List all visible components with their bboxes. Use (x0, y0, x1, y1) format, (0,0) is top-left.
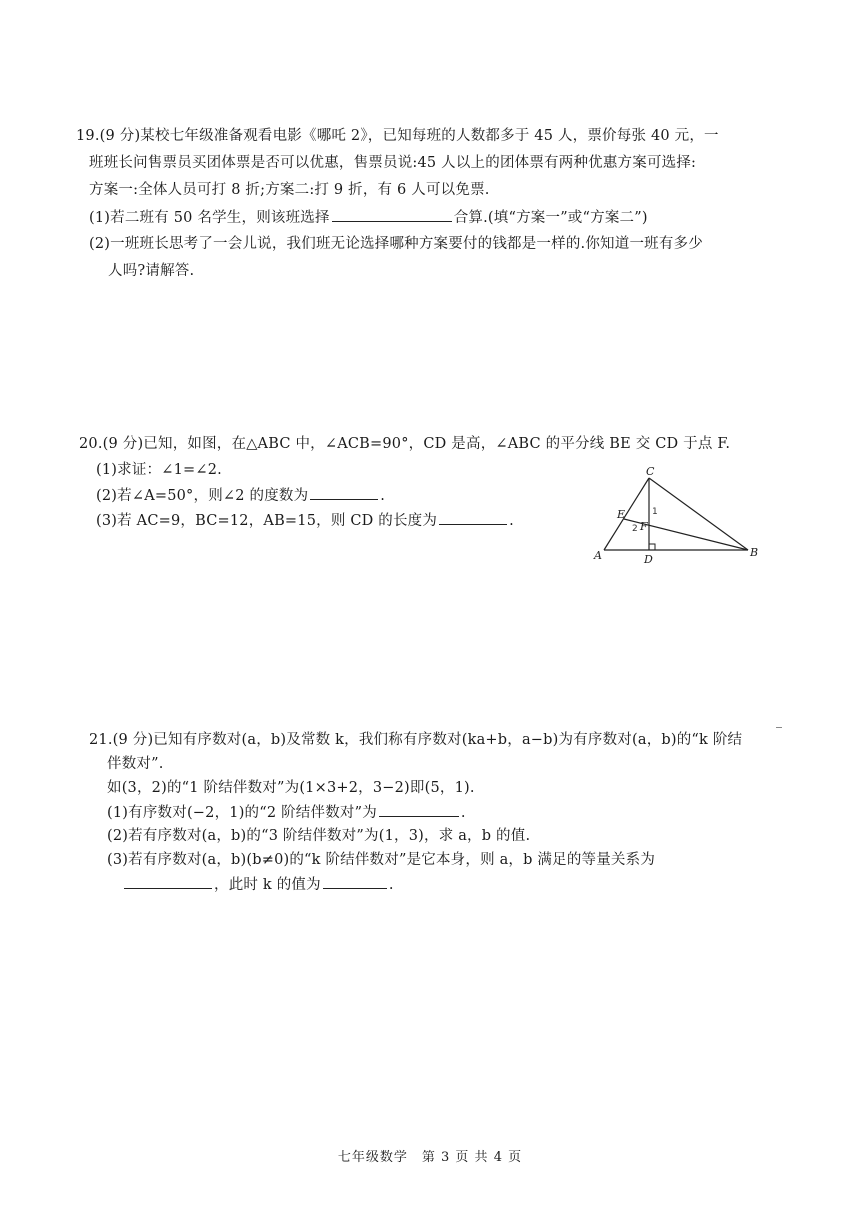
q21-answer-blank-3b[interactable] (323, 874, 387, 889)
q20-part-2-end: . (380, 488, 386, 504)
q21-part-1-end: . (460, 805, 466, 821)
q20-part-2-text: (2)若∠A=50°，则∠2 的度数为 (96, 488, 309, 504)
q20-part-3-end: . (509, 513, 514, 529)
q19-part-2: (2)一班班长思考了一会儿说，我们班无论选择哪种方案要付的钱都是一样的.你知道一班有多少 (89, 236, 703, 252)
q21-answer-blank-1[interactable] (379, 802, 459, 817)
q19-part-1-text: (1)若二班有 50 名学生，则该班选择 (89, 210, 330, 226)
angle-2-label: 2 (632, 524, 638, 534)
q19-line-3: 方案一:全体人员可打 8 折;方案二:打 9 折，有 6 人可以免票. (89, 182, 490, 198)
q20-part-3 (96, 510, 514, 531)
q21-part-2: (2)若有序数对(a，b)的“3 阶结伴数对”为(1，3)，求 a，b 的值. (107, 828, 531, 844)
q20-answer-blank-2[interactable] (310, 485, 378, 500)
q21-answer-blank-3a[interactable] (124, 874, 212, 889)
q21-part-3-cont (122, 874, 394, 895)
q21-part-1 (107, 802, 466, 823)
scan-mark (776, 727, 782, 728)
vertex-a-label: A (594, 549, 602, 562)
page-footer: 七年级数学 第 3 页 共 4 页 (337, 1150, 523, 1165)
q20-part-3-text: (3)若 AC=9，BC=12，AB=15，则 CD 的长度为 (96, 513, 438, 529)
point-d-label: D (644, 553, 653, 566)
segment-bc (649, 478, 748, 550)
q20-part-1: (1)求证：∠1=∠2. (96, 462, 222, 478)
vertex-c-label: C (646, 465, 655, 478)
triangle-figure (588, 465, 764, 568)
q20-part-2 (96, 485, 385, 506)
segment-ac (604, 478, 649, 550)
q19-line-2: 班班长问售票员买团体票是否可以优惠，售票员说:45 人以上的团体票有两种优惠方案可选择: (89, 155, 697, 171)
point-e-label: E (617, 508, 626, 521)
q21-line-2: 伴数对”. (107, 756, 164, 772)
q21-part-1-text: (1)有序数对(−2，1)的“2 阶结伴数对”为 (107, 805, 377, 821)
q21-line-1: 21.(9 分)已知有序数对(a，b)及常数 k，我们称有序数对(ka+b，a−b)为有序数对(a，b)的“k 阶结 (89, 732, 743, 748)
q21-example: 如(3，2)的“1 阶结伴数对”为(1×3+2，3−2)即(5，1). (107, 780, 475, 796)
triangle-diagram (588, 465, 764, 568)
q21-part-3: (3)若有序数对(a，b)(b≠0)的“k 阶结伴数对”是它本身，则 a，b 满足的等量关系为 (107, 852, 656, 868)
vertex-b-label: B (750, 546, 759, 559)
right-angle-mark (649, 544, 655, 550)
q19-line-1: 19.(9 分)某校七年级准备观看电影《哪吒 2》，已知每班的人数都多于 45 人，票价每张 40 元，一 (76, 128, 719, 144)
q20-answer-blank-3[interactable] (439, 510, 507, 525)
q19-part-2-cont: 人吗?请解答. (108, 263, 195, 279)
angle-1-label: 1 (652, 507, 658, 517)
point-f-label: F (640, 520, 648, 533)
q19-part-1-suffix: 合算.(填“方案一”或“方案二”) (453, 210, 648, 226)
q20-line-1: 20.(9 分)已知，如图，在△ABC 中，∠ACB=90°，CD 是高，∠ABC 的平分线 BE 交 CD 于点 F. (79, 436, 731, 452)
q21-part-3-end: . (388, 877, 394, 893)
q21-part-3-mid: ，此时 k 的值为 (214, 877, 321, 893)
q19-answer-blank-1[interactable] (332, 207, 452, 222)
q19-part-1 (89, 207, 648, 228)
